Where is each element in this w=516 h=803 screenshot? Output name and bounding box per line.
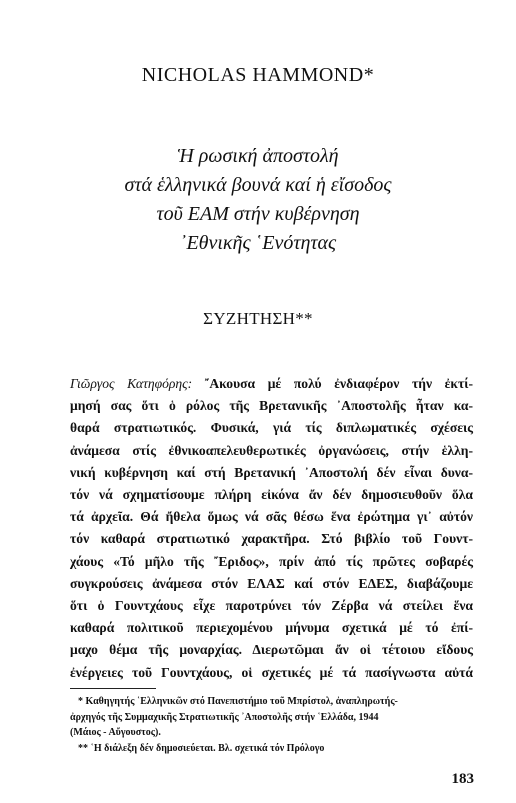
body-line: μησή σας ὅτι ὁ ρόλος τῆς Βρετανικῆς ᾿Αποστολῆς ἦταν κα-: [70, 398, 473, 414]
title-line: Ἡ ρωσική ἀποστολή: [177, 145, 339, 167]
title-line: τοῦ ΕΑΜ στήν κυβέρνηση: [156, 203, 360, 225]
body-line: καθαρά πολιτικοῦ περιεχομένου μήνυμα σχετικά μέ τό ἐπί-: [70, 620, 473, 636]
body-line: ἀνάμεσα στίς ἐθνικοαπελευθερωτικές ὀργανώσεις, στήν ἑλλη-: [70, 442, 473, 458]
page-number: 183: [451, 771, 474, 787]
body-line: τόν νά σχηματίσουμε πλήρη εἰκόνα ἄν δέν δημοσιευθοῦν ὅλα: [70, 487, 473, 503]
discussion-body: [70, 373, 473, 684]
body-line: χάους «Τό μῆλο τῆς ῎Εριδος», πρίν ἀπό τίς πρῶτες σοβαρές: [70, 553, 473, 569]
footnote-line: ** ῾Η διάλεξη δέν δημοσιεύεται. Βλ. σχετικά τόν Πρόλογο: [78, 742, 325, 754]
title-line: στά ἑλληνικά βουνά καί ἡ εἴσοδος: [124, 174, 392, 196]
author-name: NICHOLAS HAMMOND*: [141, 64, 375, 86]
footnote-line: ἀρχηγός τῆς Συμμαχικῆς Στρατιωτικῆς ᾿Αποστολῆς στήν ῾Ελλάδα, 1944: [70, 711, 379, 723]
footnotes: [70, 694, 473, 756]
title-line: ᾿Εθνικῆς ῾Ενότητας: [179, 232, 337, 254]
speaker-name: Γιῶργος Κατηφόρης:: [70, 376, 193, 391]
body-line: [70, 373, 473, 395]
footnote-line: * Καθηγητής ῾Ελληνικῶν στό Πανεπιστήμιο τοῦ Μπρίστολ, ἀναπληρωτής-: [78, 696, 398, 707]
body-line: ἐνέργειες τοῦ Γουντχάους, οἱ σχετικές μέ τά πασίγνωστα αὐτά: [70, 664, 473, 680]
body-line: τά ἀρχεῖα. Θά ἤθελα ὅμως νά σᾶς θέσω ἕνα ἐρώτημα γι᾿ αὐτόν: [70, 509, 473, 525]
body-line: νική κυβέρνηση καί στή Βρετανική ᾿Αποστολή δέν εἶναι δυνα-: [70, 464, 473, 480]
section-heading: ΣΥΖΗΤΗΣΗ**: [203, 309, 313, 328]
body-line: συγκρούσεις ἀνάμεσα στόν ΕΛΑΣ καί στόν ΕΔΕΣ, διαβάζουμε: [70, 575, 473, 591]
body-line: ὅτι ὁ Γουντχάους εἶχε παροτρύνει τόν Ζέρβα νά στείλει ἕνα: [70, 598, 473, 614]
footnote-line: (Μάιος - Αὔγουστος).: [70, 727, 161, 738]
body-line: θαρά στρατιωτικός. Φυσικά, γιά τίς διπλωματικές σχέσεις: [70, 420, 473, 436]
footnote-divider: [70, 688, 156, 689]
body-line: τόν καθαρά στρατιωτικό χαρακτῆρα. Στό βιβλίο τοῦ Γουντ-: [70, 531, 473, 547]
body-line: μαχο θέμα τῆς μοναρχίας. Διερωτῶμαι ἄν οἱ τέτοιου εἴδους: [70, 642, 473, 658]
article-title: [0, 142, 516, 258]
body-first-line-text: ῎Ακουσα μέ πολύ ἐνδιαφέρον τήν ἐκτί-: [204, 376, 473, 391]
